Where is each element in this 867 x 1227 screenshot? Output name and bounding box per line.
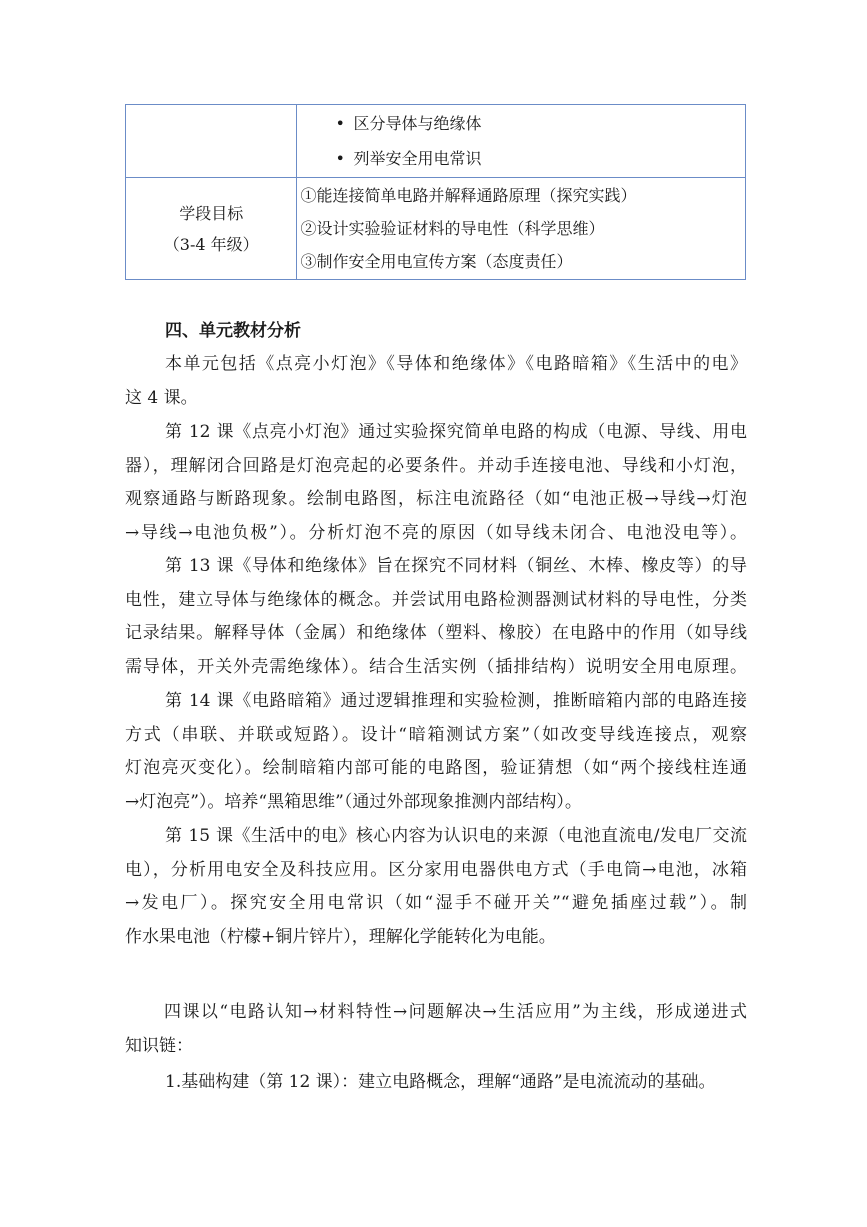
objective-item: ①能连接简单电路并解释通路原理（探究实践） [300, 186, 637, 205]
paragraph-line: →发电厂）。探究安全用电常识（如“湿手不碰开关”“避免插座过载”）。制 [125, 893, 747, 913]
paragraph-line: 第 15 课《生活中的电》核心内容为认识电的来源（电池直流电/发电厂交流 [165, 826, 747, 846]
paragraph-line: 电性，建立导体与绝缘体的概念。并尝试用电路检测器测试材料的导电性，分类 [125, 589, 747, 610]
paragraph-line: 作水果电池（柠檬+铜片锌片），理解化学能转化为电能。 [125, 926, 556, 947]
paragraph-line: 知识链： [125, 1035, 193, 1056]
lesson12-paragraph [125, 416, 747, 550]
table-cell-objectives [297, 178, 746, 280]
bullet-icon: • [335, 114, 345, 133]
paragraph-line: 四课以“电路认知→材料特性→问题解决→生活应用”为主线，形成递进式 [164, 1002, 747, 1022]
paragraph-line: 第 12 课《点亮小灯泡》通过实验探究简单电路的构成（电源、导线、用电 [165, 422, 747, 442]
table-cell-empty [126, 105, 297, 178]
bullet-item [297, 141, 745, 176]
bullet-text: 区分导体与绝缘体 [353, 114, 482, 133]
table-row [126, 178, 746, 280]
paragraph-line: →灯泡亮”）。培养“黑箱思维”（通过外部现象推测内部结构）。 [125, 791, 582, 812]
objective-item: ③制作安全用电宣传方案（态度责任） [300, 252, 573, 271]
paragraph-line: 观察通路与断路现象。绘制电路图，标注电流路径（如“电池正极→导线→灯泡 [125, 489, 747, 509]
summary-paragraph [125, 996, 747, 1063]
paragraph-line: 方式（串联、并联或短路）。设计“暗箱测试方案”（如改变导线连接点，观察 [125, 724, 747, 745]
paragraph-line: 第 14 课《电路暗箱》通过逻辑推理和实验检测，推断暗箱内部的电路连接 [165, 691, 747, 711]
paragraph-line: →导线→电池负极”）。分析灯泡不亮的原因（如导线未闭合、电池没电等）。 [125, 522, 747, 543]
list-item: 1.基础构建（第 12 课）：建立电路概念，理解“通路”是电流流动的基础。 [165, 1072, 716, 1092]
bullet-icon: • [335, 149, 345, 168]
paragraph-line: 需导体，开关外壳需绝缘体）。结合生活实例（插排结构）说明安全用电原理。 [125, 656, 747, 677]
paragraph-line: 本单元包括《点亮小灯泡》《导体和绝缘体》《电路暗箱》《生活中的电》 [165, 354, 747, 374]
intro-paragraph [125, 348, 747, 415]
paragraph-line: 器），理解闭合回路是灯泡亮起的必要条件。并动手连接电池、导线和小灯泡， [125, 455, 747, 476]
stage-goal-label: 学段目标 [179, 204, 244, 223]
paragraph-line: 这 4 课。 [125, 387, 198, 408]
table-row [126, 105, 746, 178]
goals-table [125, 104, 746, 280]
grade-range-label: （3-4 年级） [163, 235, 259, 254]
bullet-item [297, 105, 745, 141]
paragraph-line: 第 13 课《导体和绝缘体》旨在探究不同材料（铜丝、木棒、橡皮等）的导 [165, 556, 747, 576]
paragraph-line: 记录结果。解释导体（金属）和绝缘体（塑料、橡胶）在电路中的作用（如导线 [125, 623, 747, 643]
table-cell-label [126, 178, 297, 280]
paragraph-line: 电），分析用电安全及科技应用。区分家用电器供电方式（手电筒→电池，冰箱 [125, 859, 747, 880]
paragraph-line: 灯泡亮灭变化）。绘制暗箱内部可能的电路图，验证猜想（如“两个接线柱连通 [125, 758, 747, 778]
bullet-text: 列举安全用电常识 [353, 149, 482, 168]
lesson13-paragraph [125, 550, 747, 684]
section-heading: 四、单元教材分析 [165, 321, 301, 341]
objective-item: ②设计实验验证材料的导电性（科学思维） [300, 219, 605, 238]
lesson15-paragraph [125, 820, 747, 954]
table-cell-bullets [297, 105, 746, 178]
lesson14-paragraph [125, 685, 747, 819]
